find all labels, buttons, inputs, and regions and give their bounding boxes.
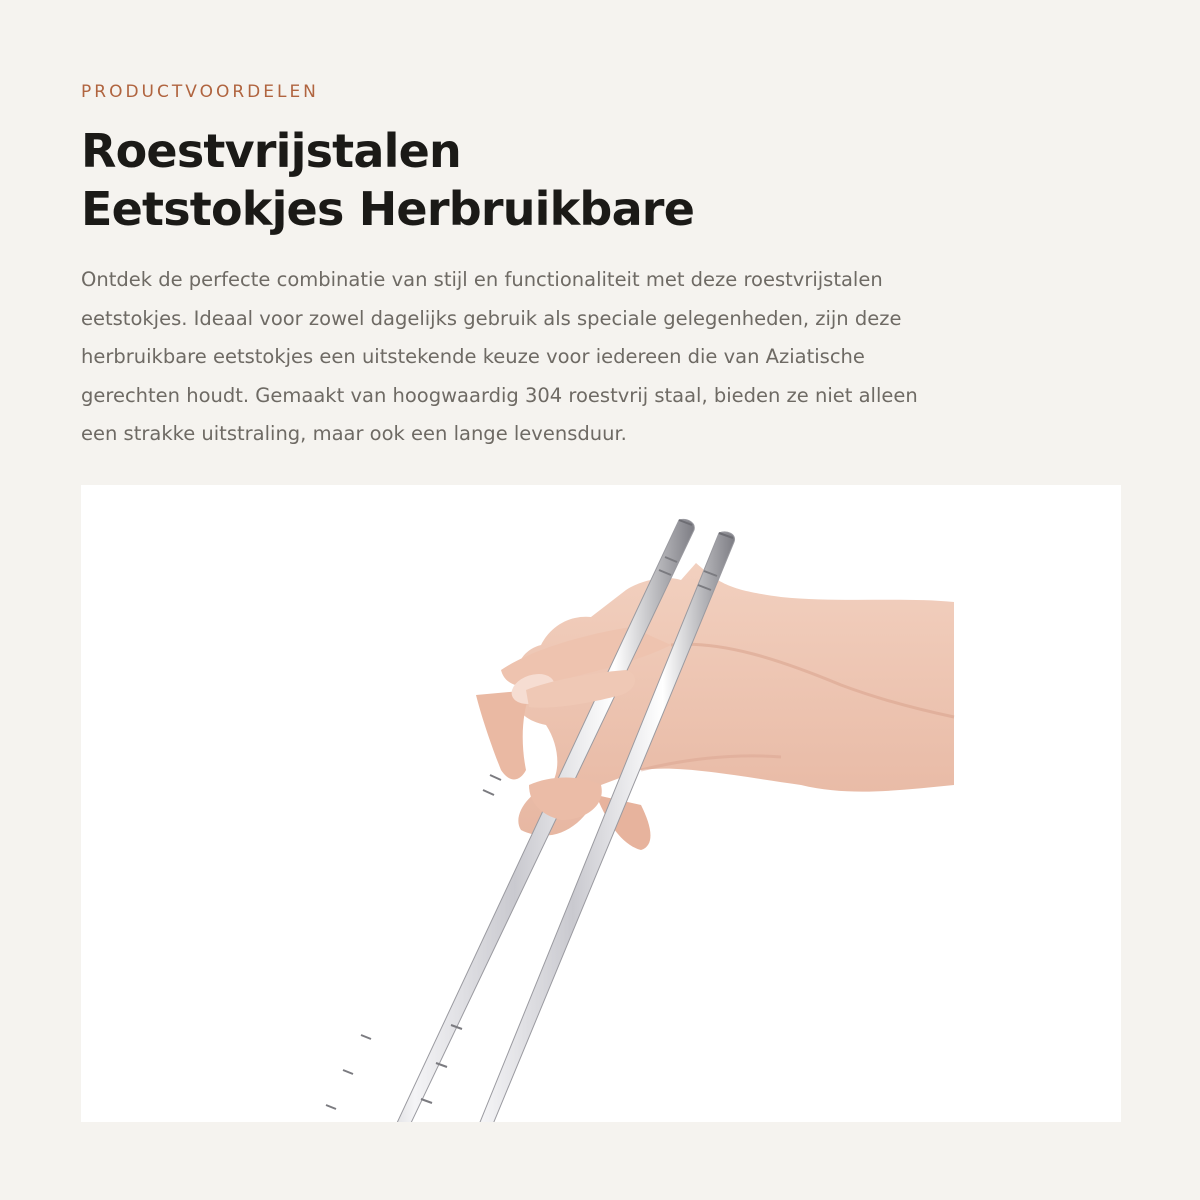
description-line: herbruikbare eetstokjes een uitstekende keuze voor iedereen die van Aziatische bbox=[81, 345, 865, 368]
product-image bbox=[81, 485, 1121, 1122]
description-line: Ontdek de perfecte combinatie van stijl en functionaliteit met deze roestvrijstalen bbox=[81, 268, 883, 291]
hand-holding-chopsticks-illustration bbox=[81, 485, 1121, 1122]
description-line: gerechten houdt. Gemaakt van hoogwaardig 304 roestvrij staal, bieden ze niet alleen bbox=[81, 383, 918, 407]
section-eyebrow: PRODUCTVOORDELEN bbox=[81, 82, 319, 102]
product-benefits-section bbox=[81, 0, 1121, 1200]
product-title-line: Roestvrijstalen bbox=[81, 124, 461, 178]
description-line: een strakke uitstraling, maar ook een lange levensduur. bbox=[81, 422, 627, 445]
product-title bbox=[81, 122, 694, 238]
description-line: eetstokjes. Ideaal voor zowel dagelijks gebruik als speciale gelegenheden, zijn deze bbox=[81, 306, 902, 330]
product-title-line: Eetstokjes Herbruikbare bbox=[81, 182, 695, 236]
product-description bbox=[81, 261, 1081, 454]
